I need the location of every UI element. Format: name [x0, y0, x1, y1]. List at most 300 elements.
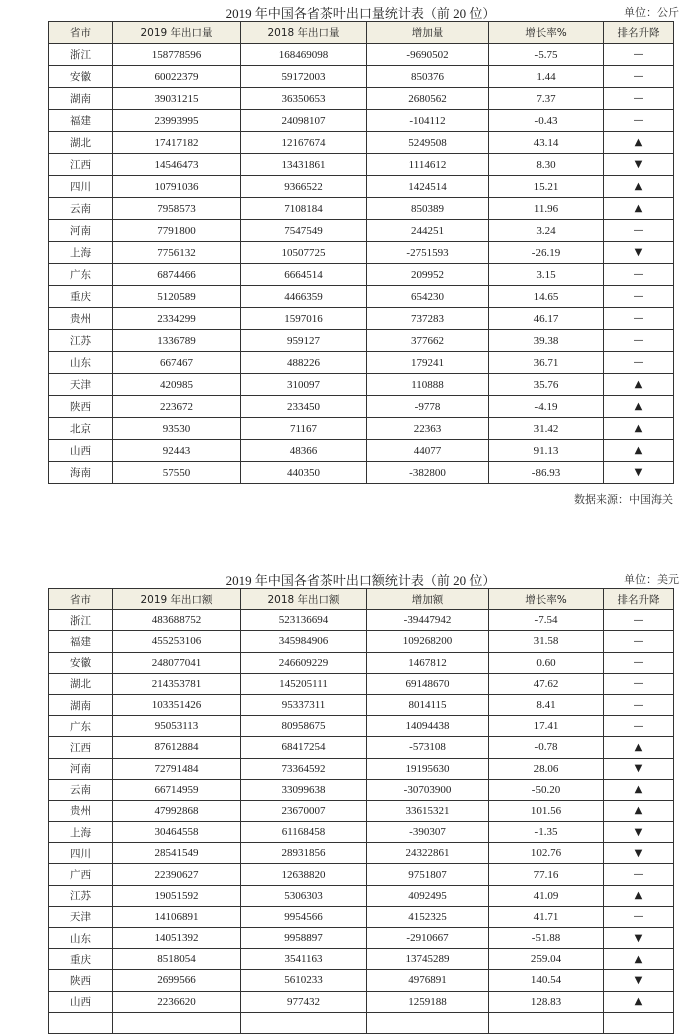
table-row [49, 864, 674, 885]
cell-2019: 7756132 [113, 242, 241, 264]
cell-2018 [241, 1012, 367, 1033]
cell-increase: 1424514 [367, 176, 489, 198]
cell-rank-change: ▲ [604, 418, 674, 440]
cell-2019: 39031215 [113, 88, 241, 110]
table-row [49, 758, 674, 779]
cell-increase: 33615321 [367, 800, 489, 821]
cell-growth-rate: 47.62 [489, 673, 604, 694]
export-value-section [48, 567, 679, 1034]
cell-increase: -39447942 [367, 610, 489, 631]
cell-rank-change: — [604, 906, 674, 927]
cell-growth-rate: 8.41 [489, 694, 604, 715]
export-value-title-row [48, 567, 679, 588]
cell-rank-change: — [604, 220, 674, 242]
cell-2018: 9954566 [241, 906, 367, 927]
cell-increase: 179241 [367, 352, 489, 374]
cell-growth-rate: 35.76 [489, 374, 604, 396]
cell-2019: 28541549 [113, 843, 241, 864]
cell-growth-rate: 14.65 [489, 286, 604, 308]
cell-2019: 103351426 [113, 694, 241, 715]
cell-2018: 345984906 [241, 631, 367, 652]
table-row [49, 440, 674, 462]
header-2018: 2018 年出口额 [241, 589, 367, 610]
cell-2018: 13431861 [241, 154, 367, 176]
cell-2019: 6874466 [113, 264, 241, 286]
cell-province: 浙江 [49, 610, 113, 631]
cell-2018: 10507725 [241, 242, 367, 264]
cell-2018: 7547549 [241, 220, 367, 242]
cell-growth-rate: -26.19 [489, 242, 604, 264]
cell-increase: -2751593 [367, 242, 489, 264]
table-row [49, 991, 674, 1012]
cell-province: 北京 [49, 418, 113, 440]
cell-2019: 17417182 [113, 132, 241, 154]
cell-2018: 145205111 [241, 673, 367, 694]
cell-province: 贵州 [49, 800, 113, 821]
table-row [49, 462, 674, 484]
cell-2018: 71167 [241, 418, 367, 440]
cell-increase: 1467812 [367, 652, 489, 673]
header-rank-change: 排名升降 [604, 589, 674, 610]
cell-2019: 95053113 [113, 716, 241, 737]
cell-increase: 5249508 [367, 132, 489, 154]
table-row [49, 132, 674, 154]
export-volume-table-body [49, 44, 674, 484]
cell-2018: 488226 [241, 352, 367, 374]
table-row [49, 949, 674, 970]
cell-2018: 233450 [241, 396, 367, 418]
cell-increase: 4092495 [367, 885, 489, 906]
cell-rank-change: — [604, 652, 674, 673]
table-row [49, 88, 674, 110]
cell-growth-rate: -0.78 [489, 737, 604, 758]
cell-rank-change: ▲ [604, 949, 674, 970]
cell-growth-rate: -7.54 [489, 610, 604, 631]
cell-growth-rate: 28.06 [489, 758, 604, 779]
cell-increase: 24322861 [367, 843, 489, 864]
cell-growth-rate: 41.71 [489, 906, 604, 927]
cell-2018: 7108184 [241, 198, 367, 220]
cell-2019: 19051592 [113, 885, 241, 906]
cell-growth-rate: 259.04 [489, 949, 604, 970]
cell-rank-change: ▼ [604, 154, 674, 176]
table-row [49, 673, 674, 694]
cell-2019: 14546473 [113, 154, 241, 176]
table-row [49, 928, 674, 949]
header-growth-rate: 增长率% [489, 589, 604, 610]
cell-2019: 2699566 [113, 970, 241, 991]
cell-growth-rate: 46.17 [489, 308, 604, 330]
cell-province: 云南 [49, 198, 113, 220]
cell-2019: 2236620 [113, 991, 241, 1012]
cell-growth-rate [489, 1012, 604, 1033]
cell-province: 广西 [49, 864, 113, 885]
cell-increase: -390307 [367, 822, 489, 843]
cell-rank-change: — [604, 864, 674, 885]
cell-province [49, 1012, 113, 1033]
cell-growth-rate: 3.15 [489, 264, 604, 286]
cell-growth-rate: 102.76 [489, 843, 604, 864]
cell-growth-rate: 11.96 [489, 198, 604, 220]
cell-rank-change: ▲ [604, 991, 674, 1012]
cell-increase: -104112 [367, 110, 489, 132]
cell-2019: 420985 [113, 374, 241, 396]
cell-increase: 14094438 [367, 716, 489, 737]
cell-province: 江西 [49, 737, 113, 758]
cell-growth-rate: 8.30 [489, 154, 604, 176]
cell-growth-rate: 140.54 [489, 970, 604, 991]
cell-2018: 5610233 [241, 970, 367, 991]
cell-growth-rate: 43.14 [489, 132, 604, 154]
cell-rank-change: — [604, 286, 674, 308]
cell-increase: -30703900 [367, 779, 489, 800]
cell-2018: 3541163 [241, 949, 367, 970]
cell-2019: 10791036 [113, 176, 241, 198]
cell-rank-change: — [604, 610, 674, 631]
cell-rank-change: ▲ [604, 374, 674, 396]
cell-2018: 246609229 [241, 652, 367, 673]
table-row [49, 264, 674, 286]
cell-2019: 667467 [113, 352, 241, 374]
cell-2018: 523136694 [241, 610, 367, 631]
cell-increase: -382800 [367, 462, 489, 484]
export-volume-unit: 单位：公斤 [624, 6, 679, 19]
table-row [49, 220, 674, 242]
table-row [49, 242, 674, 264]
cell-province: 福建 [49, 110, 113, 132]
cell-rank-change: — [604, 88, 674, 110]
cell-increase: -9778 [367, 396, 489, 418]
cell-2018: 28931856 [241, 843, 367, 864]
cell-increase: 2680562 [367, 88, 489, 110]
cell-province: 湖南 [49, 88, 113, 110]
cell-increase: 244251 [367, 220, 489, 242]
cell-rank-change: ▲ [604, 198, 674, 220]
cell-province: 陕西 [49, 970, 113, 991]
table-row [49, 352, 674, 374]
cell-increase: -573108 [367, 737, 489, 758]
table-row [49, 716, 674, 737]
header-rank-change: 排名升降 [604, 22, 674, 44]
cell-increase: 654230 [367, 286, 489, 308]
cell-2019: 2334299 [113, 308, 241, 330]
cell-province: 浙江 [49, 44, 113, 66]
cell-province: 安徽 [49, 652, 113, 673]
cell-2019: 47992868 [113, 800, 241, 821]
cell-2019: 5120589 [113, 286, 241, 308]
header-2018: 2018 年出口量 [241, 22, 367, 44]
cell-2018: 977432 [241, 991, 367, 1012]
table-row [49, 44, 674, 66]
table-row [49, 843, 674, 864]
table-row [49, 176, 674, 198]
cell-growth-rate: -5.75 [489, 44, 604, 66]
table-row [49, 737, 674, 758]
cell-rank-change [604, 1012, 674, 1033]
cell-province: 陕西 [49, 396, 113, 418]
header-2019: 2019 年出口量 [113, 22, 241, 44]
cell-increase [367, 1012, 489, 1033]
cell-rank-change: — [604, 716, 674, 737]
cell-rank-change: ▲ [604, 132, 674, 154]
header-increase: 增加额 [367, 589, 489, 610]
cell-growth-rate: 41.09 [489, 885, 604, 906]
table-row [49, 631, 674, 652]
cell-growth-rate: -50.20 [489, 779, 604, 800]
cell-rank-change: — [604, 110, 674, 132]
cell-2018: 959127 [241, 330, 367, 352]
cell-growth-rate: -1.35 [489, 822, 604, 843]
cell-province: 河南 [49, 220, 113, 242]
cell-province: 云南 [49, 779, 113, 800]
cell-province: 天津 [49, 374, 113, 396]
cell-rank-change: — [604, 631, 674, 652]
cell-2019: 158778596 [113, 44, 241, 66]
export-value-title: 2019 年中国各省茶叶出口额统计表（前 20 位） [225, 573, 496, 588]
cell-province: 湖南 [49, 694, 113, 715]
cell-increase: 209952 [367, 264, 489, 286]
cell-increase: 109268200 [367, 631, 489, 652]
cell-province: 河南 [49, 758, 113, 779]
cell-growth-rate: 91.13 [489, 440, 604, 462]
cell-2018: 59172003 [241, 66, 367, 88]
cell-2019: 72791484 [113, 758, 241, 779]
cell-growth-rate: 77.16 [489, 864, 604, 885]
cell-2019: 66714959 [113, 779, 241, 800]
header-province: 省市 [49, 22, 113, 44]
cell-province: 贵州 [49, 308, 113, 330]
cell-2018: 80958675 [241, 716, 367, 737]
table-row [49, 396, 674, 418]
cell-province: 山西 [49, 991, 113, 1012]
cell-rank-change: ▼ [604, 242, 674, 264]
cell-2019: 60022379 [113, 66, 241, 88]
table-row [49, 198, 674, 220]
cell-2019: 483688752 [113, 610, 241, 631]
cell-increase: 110888 [367, 374, 489, 396]
cell-rank-change: — [604, 308, 674, 330]
cell-province: 广东 [49, 264, 113, 286]
cell-rank-change: ▲ [604, 737, 674, 758]
table-row [49, 885, 674, 906]
cell-increase: 8014115 [367, 694, 489, 715]
export-volume-section [48, 0, 679, 507]
table-header-row [49, 22, 674, 44]
cell-2019: 22390627 [113, 864, 241, 885]
cell-rank-change: — [604, 66, 674, 88]
cell-2019 [113, 1012, 241, 1033]
cell-2018: 12167674 [241, 132, 367, 154]
cell-2018: 36350653 [241, 88, 367, 110]
cell-growth-rate: 17.41 [489, 716, 604, 737]
cell-growth-rate: -4.19 [489, 396, 604, 418]
cell-province: 江苏 [49, 330, 113, 352]
cell-province: 山东 [49, 352, 113, 374]
cell-province: 上海 [49, 242, 113, 264]
cell-growth-rate: 101.56 [489, 800, 604, 821]
cell-2019: 223672 [113, 396, 241, 418]
cell-rank-change: ▲ [604, 885, 674, 906]
cell-2019: 14051392 [113, 928, 241, 949]
table-row [49, 970, 674, 991]
cell-increase: 850376 [367, 66, 489, 88]
cell-increase: 4976891 [367, 970, 489, 991]
cell-2018: 4466359 [241, 286, 367, 308]
cell-province: 山东 [49, 928, 113, 949]
cell-increase: 1114612 [367, 154, 489, 176]
cell-rank-change: ▼ [604, 843, 674, 864]
cell-2019: 1336789 [113, 330, 241, 352]
cell-growth-rate: 31.42 [489, 418, 604, 440]
table-row [49, 286, 674, 308]
cell-province: 四川 [49, 843, 113, 864]
cell-province: 江西 [49, 154, 113, 176]
table-row [49, 330, 674, 352]
cell-2018: 48366 [241, 440, 367, 462]
cell-2018: 6664514 [241, 264, 367, 286]
cell-growth-rate: 36.71 [489, 352, 604, 374]
cell-2018: 1597016 [241, 308, 367, 330]
cell-growth-rate: 7.37 [489, 88, 604, 110]
cell-province: 福建 [49, 631, 113, 652]
cell-increase: 737283 [367, 308, 489, 330]
cell-province: 湖北 [49, 673, 113, 694]
data-source-note: 数据来源：中国海关 [574, 493, 673, 506]
cell-growth-rate: 1.44 [489, 66, 604, 88]
export-value-table [48, 588, 674, 1034]
cell-province: 海南 [49, 462, 113, 484]
cell-2019: 248077041 [113, 652, 241, 673]
cell-growth-rate: 128.83 [489, 991, 604, 1012]
cell-increase: 22363 [367, 418, 489, 440]
cell-2019: 30464558 [113, 822, 241, 843]
cell-2018: 33099638 [241, 779, 367, 800]
cell-2018: 68417254 [241, 737, 367, 758]
cell-rank-change: — [604, 44, 674, 66]
cell-growth-rate: -51.88 [489, 928, 604, 949]
cell-increase: -9690502 [367, 44, 489, 66]
cell-2019: 7958573 [113, 198, 241, 220]
cell-growth-rate: 39.38 [489, 330, 604, 352]
table-row [49, 154, 674, 176]
cell-2018: 5306303 [241, 885, 367, 906]
cell-2018: 24098107 [241, 110, 367, 132]
cell-rank-change: ▲ [604, 396, 674, 418]
cell-2019: 57550 [113, 462, 241, 484]
export-value-unit: 单位：美元 [624, 573, 679, 586]
cell-2019: 8518054 [113, 949, 241, 970]
cell-province: 湖北 [49, 132, 113, 154]
table-row [49, 110, 674, 132]
table-row [49, 779, 674, 800]
cell-province: 安徽 [49, 66, 113, 88]
header-2019: 2019 年出口额 [113, 589, 241, 610]
header-province: 省市 [49, 589, 113, 610]
cell-rank-change: ▲ [604, 779, 674, 800]
export-volume-table [48, 21, 674, 484]
cell-rank-change: ▼ [604, 822, 674, 843]
cell-rank-change: — [604, 673, 674, 694]
cell-2019: 7791800 [113, 220, 241, 242]
table-row [49, 800, 674, 821]
cell-2019: 214353781 [113, 673, 241, 694]
cell-2018: 61168458 [241, 822, 367, 843]
cell-2018: 168469098 [241, 44, 367, 66]
cell-increase: 19195630 [367, 758, 489, 779]
cell-rank-change: ▲ [604, 440, 674, 462]
table-row [49, 694, 674, 715]
cell-2018: 9366522 [241, 176, 367, 198]
cell-2018: 440350 [241, 462, 367, 484]
cell-increase: 850389 [367, 198, 489, 220]
cell-rank-change: ▼ [604, 928, 674, 949]
cell-increase: 44077 [367, 440, 489, 462]
cell-growth-rate: -86.93 [489, 462, 604, 484]
cell-2019: 23993995 [113, 110, 241, 132]
cell-increase: -2910667 [367, 928, 489, 949]
header-growth-rate: 增长率% [489, 22, 604, 44]
cell-2019: 92443 [113, 440, 241, 462]
table-row [49, 308, 674, 330]
cell-2018: 310097 [241, 374, 367, 396]
cell-province: 天津 [49, 906, 113, 927]
cell-province: 重庆 [49, 949, 113, 970]
cell-rank-change: ▼ [604, 462, 674, 484]
cell-increase: 13745289 [367, 949, 489, 970]
table-header-row [49, 589, 674, 610]
cell-rank-change: — [604, 330, 674, 352]
cell-province: 四川 [49, 176, 113, 198]
cell-rank-change: ▼ [604, 758, 674, 779]
export-volume-title: 2019 年中国各省茶叶出口量统计表（前 20 位） [225, 6, 496, 21]
cell-2019: 93530 [113, 418, 241, 440]
cell-increase: 4152325 [367, 906, 489, 927]
cell-rank-change: ▲ [604, 800, 674, 821]
cell-rank-change: ▲ [604, 176, 674, 198]
cell-2018: 12638820 [241, 864, 367, 885]
export-volume-title-row [48, 0, 679, 21]
cell-increase: 9751807 [367, 864, 489, 885]
cell-2018: 23670007 [241, 800, 367, 821]
header-increase: 增加量 [367, 22, 489, 44]
table-row [49, 610, 674, 631]
cell-growth-rate: 31.58 [489, 631, 604, 652]
table-row [49, 652, 674, 673]
table-row [49, 1012, 674, 1033]
table-row [49, 418, 674, 440]
cell-2019: 14106891 [113, 906, 241, 927]
cell-rank-change: — [604, 694, 674, 715]
cell-increase: 1259188 [367, 991, 489, 1012]
cell-2019: 87612884 [113, 737, 241, 758]
export-value-table-body [49, 610, 674, 1034]
table-row [49, 66, 674, 88]
cell-increase: 377662 [367, 330, 489, 352]
cell-rank-change: ▼ [604, 970, 674, 991]
cell-province: 山西 [49, 440, 113, 462]
cell-2018: 95337311 [241, 694, 367, 715]
cell-province: 广东 [49, 716, 113, 737]
cell-2018: 9958897 [241, 928, 367, 949]
cell-increase: 69148670 [367, 673, 489, 694]
cell-rank-change: — [604, 352, 674, 374]
cell-growth-rate: 15.21 [489, 176, 604, 198]
cell-province: 江苏 [49, 885, 113, 906]
table-row [49, 906, 674, 927]
cell-2018: 73364592 [241, 758, 367, 779]
cell-growth-rate: 3.24 [489, 220, 604, 242]
cell-province: 重庆 [49, 286, 113, 308]
